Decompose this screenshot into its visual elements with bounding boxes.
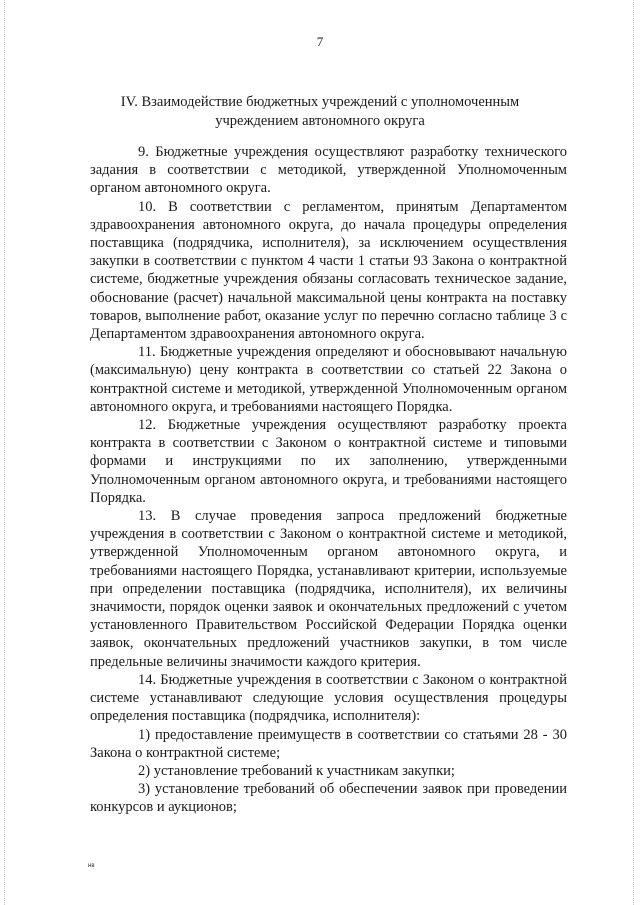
paragraph-12: 12. Бюджетные учреждения осуществляют разработку проекта контракта в соответствии с Законом о контрактной системе и типовыми формами и инструкциями по их заполнению, утвержденными Уполномоченным органом автономного округа, и требованиями настоящего Порядка.: [90, 417, 567, 506]
list-item-1: 1) предоставление преимуществ в соответствии со статьями 28 - 30 Закона о контрактной системе;: [90, 726, 567, 761]
list-item-2: 2) установление требований к участникам закупки;: [138, 762, 455, 779]
paragraph-9: 9. Бюджетные учреждения осуществляют разработку технического задания в соответствии с методикой, утвержденной Уполномоченным органом автономного округа.: [90, 144, 567, 197]
paragraph-14: 14. Бюджетные учреждения в соответствии с Законом о контрактной системе устанавливают следующие условия осуществления процедуры определения поставщика (подрядчика, исполнителя):: [90, 671, 567, 725]
scan-edge-left: [4, 0, 6, 905]
paragraph-11: 11. Бюджетные учреждения определяют и обосновывают начальную (максимальную) цену контракта в соответствии со статьей 22 Закона о контрактной системе и методикой, утвержденной Уполномоченным органом автономного округа, и требованиями настоящего Порядка.: [90, 344, 567, 415]
section-title-line-1: IV. Взаимодействие бюджетных учреждений с уполномоченным: [120, 94, 520, 110]
paragraph-13: 13. В случае проведения запроса предложений бюджетные учреждения в соответствии с Законом о контрактной системе и методикой, утвержденной Уполномоченным органом автономного округа, и требованиями настоящего Порядка, устанавливают критерии, используемые при определении поставщика (подрядчика, исполнителя), их величины значимости, порядок оценки заявок и окончательных предложений с учетом установленного Правительством Российской Федерации Порядка оценки заявок, окончательных предложений участников закупки, в том числе предельные величины значимости каждого критерия.: [90, 508, 567, 670]
section-title: [100, 93, 540, 131]
scan-edge-right: [633, 0, 635, 905]
section-title-line-2: учреждением автономного округа: [215, 113, 425, 129]
page-number: 7: [316, 34, 324, 49]
footer-mark: нв: [88, 863, 95, 869]
paragraph-10: 10. В соответствии с регламентом, принятым Департаментом здравоохранения автономного округа, до начала процедуры определения поставщика (подрядчика, исполнителя), за исключением осуществления закупки в соответствии с пунктом 4 части 1 статьи 93 Закона о контрактной системе, бюджетные учреждения обязаны согласовать техническое задание, обоснование (расчет) начальной максимальной цены контракта на поставку товаров, выполнение работ, оказание услуг по перечню согласно таблице 3 с Департаментом здравоохранения автономного округа.: [90, 198, 567, 343]
document-body: [90, 143, 567, 817]
list-item-3: 3) установление требований об обеспечении заявок при проведении конкурсов и аукционов;: [90, 781, 567, 816]
